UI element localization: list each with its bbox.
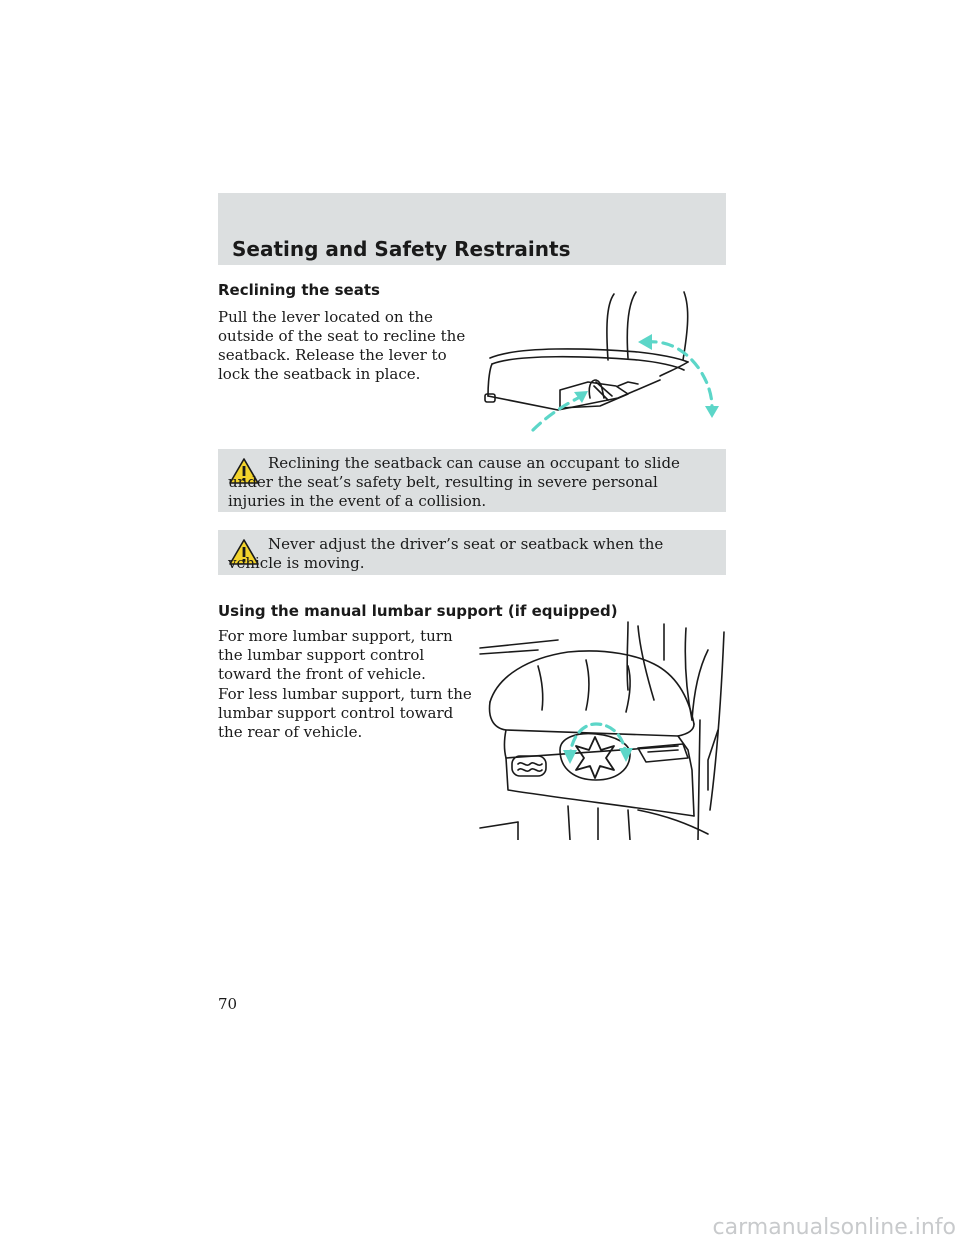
section-title: Seating and Safety Restraints	[232, 237, 571, 261]
warning-text: Never adjust the driver’s seat or seatback when the vehicle is moving.	[228, 535, 664, 572]
lumbar-support-illustration	[478, 620, 728, 840]
lumbar-less-paragraph: For less lumbar support, turn the lumbar support control toward the rear of vehicle.	[218, 685, 472, 741]
warning-box	[218, 449, 726, 512]
lumbar-heading: Using the manual lumbar support (if equipped)	[218, 602, 618, 620]
watermark-text: carmanualsonline.info	[712, 1215, 956, 1240]
warning-text: Reclining the seatback can cause an occupant to slide under the seat’s safety belt, resulting in severe personal injuries in the event of a collision.	[228, 454, 680, 510]
reclining-heading: Reclining the seats	[218, 281, 380, 299]
page-number: 70	[218, 995, 238, 1013]
reclining-body: Pull the lever located on the outside of the seat to recline the seatback. Release the lever to lock the seatback in place.	[218, 308, 466, 383]
seat-recline-illustration	[478, 290, 728, 440]
lumbar-more-paragraph: For more lumbar support, turn the lumbar support control toward the front of vehicle.	[218, 627, 453, 683]
warning-box	[218, 530, 726, 575]
